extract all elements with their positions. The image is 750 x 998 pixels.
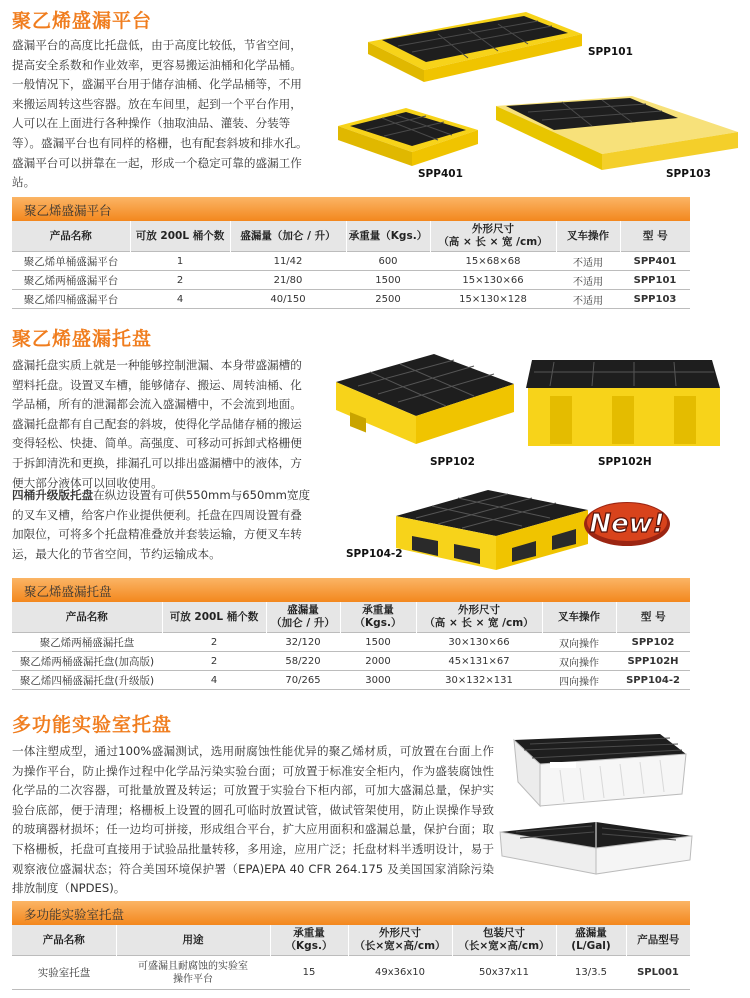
table3-header: 包装尺寸 （长×宽×高/cm） xyxy=(452,925,556,956)
table-cell: 2 xyxy=(162,652,266,671)
table-cell: 聚乙烯两桶盛漏托盘(加高版) xyxy=(12,652,162,671)
table-cell: 聚乙烯两桶盛漏平台 xyxy=(12,271,130,290)
section2-band-title: 聚乙烯盛漏托盘 xyxy=(24,584,112,599)
caption-spp104-2: SPP104-2 xyxy=(346,548,403,560)
table-cell: 聚乙烯单桶盛漏平台 xyxy=(12,252,130,271)
table-row xyxy=(12,956,690,990)
table-cell: 15 xyxy=(270,956,348,990)
caption-spp102: SPP102 xyxy=(430,456,475,468)
table3-header: 产品名称 xyxy=(12,925,116,956)
table-cell: 70/265 xyxy=(266,671,340,690)
table3-header: 用途 xyxy=(116,925,270,956)
table-cell: 40/150 xyxy=(230,290,346,309)
table2-header: 可放 200L 桶个数 xyxy=(162,602,266,633)
product-image-spp104-2 xyxy=(392,486,592,576)
new-badge-icon xyxy=(582,498,672,548)
product-image-spp102 xyxy=(330,348,520,448)
table-row xyxy=(12,271,690,290)
table2-header: 叉车操作 xyxy=(542,602,616,633)
section1-table xyxy=(12,221,690,309)
table-row xyxy=(12,671,690,690)
table-cell: SPP103 xyxy=(620,290,690,309)
table-cell: SPP401 xyxy=(620,252,690,271)
section1-band xyxy=(12,197,690,221)
table3-header: 盛漏量(L/Gal) xyxy=(556,925,626,956)
table-cell: 1500 xyxy=(346,271,430,290)
table-row xyxy=(12,652,690,671)
table1-header: 产品名称 xyxy=(12,221,130,252)
table-row xyxy=(12,633,690,652)
product-image-spp401 xyxy=(334,104,484,174)
table-cell: 3000 xyxy=(340,671,416,690)
table-cell: 聚乙烯四桶盛漏平台 xyxy=(12,290,130,309)
section2-title: 聚乙烯盛漏托盘 xyxy=(12,328,153,350)
caption-spp101: SPP101 xyxy=(588,46,633,58)
section2-band xyxy=(12,578,690,602)
table3-header: 承重量 （Kgs.） xyxy=(270,925,348,956)
table-cell: 2500 xyxy=(346,290,430,309)
upgrade-label: 四桶升级版托盘 xyxy=(12,488,94,502)
table-cell: 可盛漏且耐腐蚀的实验室 操作平台 xyxy=(116,956,270,990)
table-cell: 聚乙烯四桶盛漏托盘(升级版) xyxy=(12,671,162,690)
table-cell: 30×130×66 xyxy=(416,633,542,652)
table-cell: 58/220 xyxy=(266,652,340,671)
new-badge-text: New! xyxy=(589,509,665,539)
table-cell: 实验室托盘 xyxy=(12,956,116,990)
table-cell: 1500 xyxy=(340,633,416,652)
table-cell: SPP104-2 xyxy=(616,671,690,690)
section2-paragraph-upgrade xyxy=(12,486,312,564)
table-cell: 2 xyxy=(162,633,266,652)
table2-header: 产品名称 xyxy=(12,602,162,633)
table-cell: 50x37x11 xyxy=(452,956,556,990)
product-image-lab-tray-grid xyxy=(510,730,690,810)
section2-table xyxy=(12,602,690,690)
caption-spp103: SPP103 xyxy=(666,168,711,180)
upgrade-text: 在纵边设置有可供550mm与650mm宽度的叉车叉槽，给客户作业提供便利。托盘在四周设置有叠加限位，可将多个托盘精准叠放并套装运输，方便叉车转运，最大化的节省空间，节约运输成本。 xyxy=(12,488,311,561)
table3-header: 产品型号 xyxy=(626,925,690,956)
table-cell: 四向操作 xyxy=(542,671,616,690)
section3-title: 多功能实验室托盘 xyxy=(12,714,173,736)
table-cell: 不适用 xyxy=(556,271,620,290)
table1-header: 可放 200L 桶个数 xyxy=(130,221,230,252)
table2-header: 型 号 xyxy=(616,602,690,633)
product-image-lab-tray-combined xyxy=(496,818,696,878)
section1-title: 聚乙烯盛漏平台 xyxy=(12,10,153,32)
section3-paragraph: 一体注塑成型，通过100%盛漏测试，选用耐腐蚀性能优异的聚乙烯材质，可放置在台面上作为操作平台，防止操作过程中化学品污染实验台面；可放置于标准安全柜内，作为盛装腐蚀性化学品的二次容器，可批量放置及转运；可放置于实验台下柜内部，可加大盛漏总量，保护实验台底部，便于清理；格栅板上设置的圆孔可临时放置试管，做试管架使用，防止误操作导致的玻璃器材损坏；任一边均可拼接，形成组合平台，扩大应用面积和盛漏总量，保护台面；取下格栅板，托盘可直接用于试验品批量转移，多用途，应用广泛；托盘材料半透明设计，易于观察液位盛漏状态；符合美国环境保护署（EPA)EPA 40 CFR 264.175 及美国国家消除污染排放制度（NPDES)。 xyxy=(12,744,494,896)
table-cell: SPL001 xyxy=(626,956,690,990)
table-cell: 1 xyxy=(130,252,230,271)
table1-header: 承重量（Kgs.） xyxy=(346,221,430,252)
table-cell: 4 xyxy=(162,671,266,690)
caption-spp102h: SPP102H xyxy=(598,456,652,468)
table-cell: 11/42 xyxy=(230,252,346,271)
table-cell: 不适用 xyxy=(556,252,620,271)
table-cell: 15×68×68 xyxy=(430,252,556,271)
section2-paragraph: 盛漏托盘实质上就是一种能够控制泄漏、本身带盛漏槽的塑料托盘。设置叉车槽，能够储存、搬运、周转油桶、化学品桶，所有的泄漏都会流入盛漏槽中，不会流到地面。盛漏托盘都有自己配套的斜坡，使得化学品储存桶的搬运变得轻松、快捷、简单。高强度、可移动可拆卸式格栅便于拆卸清洗和更换，排漏孔可以排出盛漏槽中的液体，方便大部分液体可以回收使用。 xyxy=(12,358,302,490)
table-cell: 不适用 xyxy=(556,290,620,309)
table-cell: 32/120 xyxy=(266,633,340,652)
section1-paragraph: 盛漏平台的高度比托盘低，由于高度比较低，节省空间，提高安全系数和作业效率，更容易搬运油桶和化学品桶。一般情况下，盛漏平台用于储存油桶、化学品桶等，不用来搬运周转这些容器。放在车间里，起到一个平台作用，人可以在上面进行各种操作（抽取油品、灌装、分装等等）。盛漏平台也有同样的格栅，也有配套斜坡和排水孔。盛漏平台可以拼靠在一起，形成一个稳定可靠的盛漏工作站。 xyxy=(12,38,308,190)
table-cell: 4 xyxy=(130,290,230,309)
table2-header: 承重量 （Kgs.） xyxy=(340,602,416,633)
table-row xyxy=(12,252,690,271)
table-cell: SPP102 xyxy=(616,633,690,652)
table-cell: 双向操作 xyxy=(542,633,616,652)
table1-header: 外形尺寸 （高 × 长 × 宽 /cm） xyxy=(430,221,556,252)
table-cell: 49x36x10 xyxy=(348,956,452,990)
product-image-spp101 xyxy=(358,4,588,84)
table3-header: 外形尺寸 （长×宽×高/cm） xyxy=(348,925,452,956)
table-cell: 2000 xyxy=(340,652,416,671)
table-cell: 21/80 xyxy=(230,271,346,290)
table-cell: 2 xyxy=(130,271,230,290)
section3-band-title: 多功能实验室托盘 xyxy=(24,907,125,922)
table2-header: 盛漏量 （加仑 / 升） xyxy=(266,602,340,633)
product-image-spp103 xyxy=(492,94,742,178)
table-row xyxy=(12,290,690,309)
section1-band-title: 聚乙烯盛漏平台 xyxy=(24,203,112,218)
section3-table xyxy=(12,925,690,990)
table-cell: 15×130×66 xyxy=(430,271,556,290)
table-cell: 15×130×128 xyxy=(430,290,556,309)
table-cell: SPP101 xyxy=(620,271,690,290)
table-cell: 45×131×67 xyxy=(416,652,542,671)
table-cell: 13/3.5 xyxy=(556,956,626,990)
table1-header: 型 号 xyxy=(620,221,690,252)
product-image-spp102h xyxy=(524,352,724,452)
table2-header: 外形尺寸 （高 × 长 × 宽 /cm） xyxy=(416,602,542,633)
table-cell: 600 xyxy=(346,252,430,271)
table-cell: 双向操作 xyxy=(542,652,616,671)
table-cell: 30×132×131 xyxy=(416,671,542,690)
table1-header: 叉车操作 xyxy=(556,221,620,252)
caption-spp401: SPP401 xyxy=(418,168,463,180)
table-cell: 聚乙烯两桶盛漏托盘 xyxy=(12,633,162,652)
table1-header: 盛漏量（加仑 / 升） xyxy=(230,221,346,252)
section3-band xyxy=(12,901,690,925)
table-cell: SPP102H xyxy=(616,652,690,671)
